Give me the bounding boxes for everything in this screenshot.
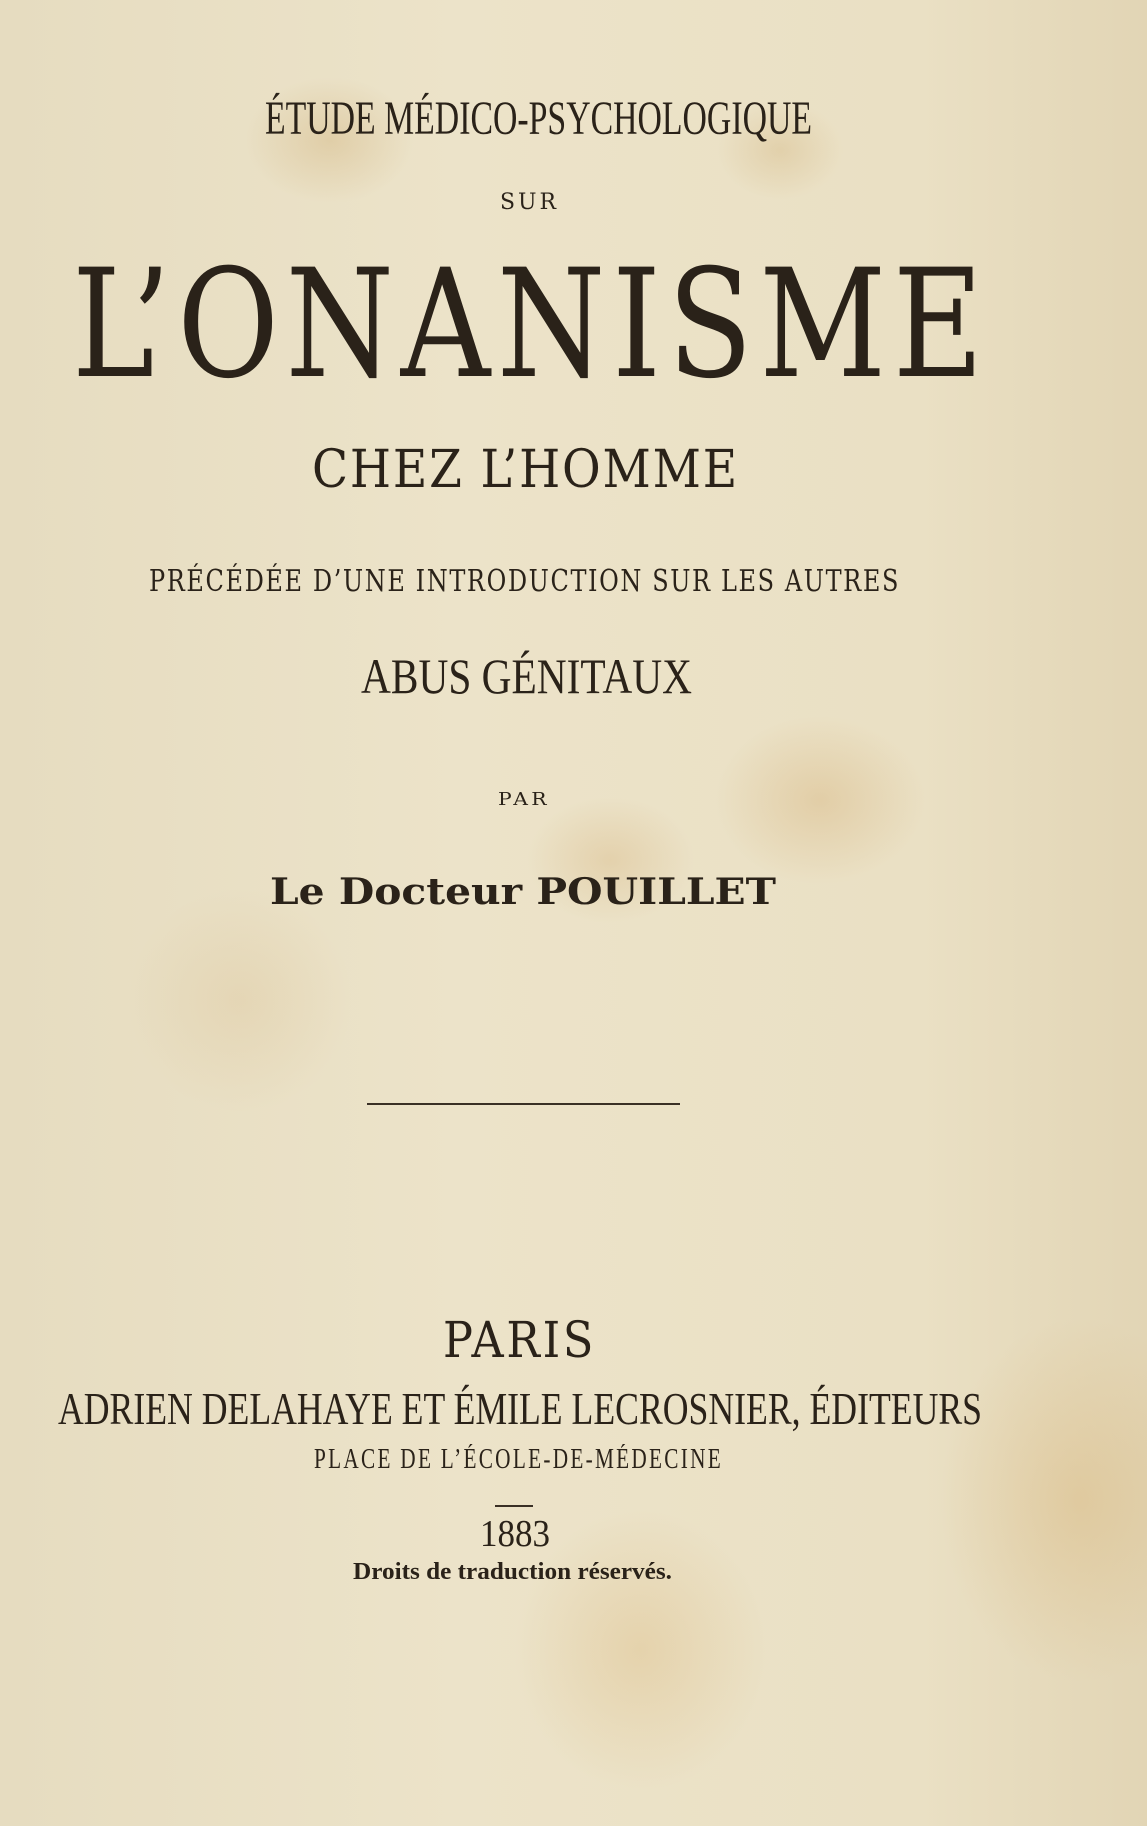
- main-title: L’ONANISME: [72, 238, 990, 412]
- rights-text: Droits de traduction réservés.: [353, 1559, 672, 1586]
- address-text: PLACE DE L’ÉCOLE-DE-MÉDECINE: [314, 1444, 723, 1476]
- subtitle-top: ÉTUDE MÉDICO-PSYCHOLOGIQUE: [265, 92, 812, 146]
- chez-homme-text: CHEZ L’HOMME: [312, 439, 739, 500]
- year-text: 1883: [480, 1513, 550, 1556]
- preceded-text: PRÉCÉDÉE D’UNE INTRODUCTION SUR LES AUTRES: [149, 564, 900, 599]
- author-name: Le Docteur POUILLET: [270, 870, 776, 913]
- abus-text: ABUS GÉNITAUX: [361, 648, 692, 704]
- publishers-text: ADRIEN DELAHAYE ET ÉMILE LECROSNIER, ÉDITEURS: [58, 1382, 982, 1434]
- divider-rule: [367, 1103, 680, 1105]
- sur-text: SUR: [500, 189, 559, 215]
- short-dash: [495, 1505, 533, 1507]
- par-text: PAR: [498, 789, 550, 811]
- city-text: PARIS: [443, 1311, 596, 1369]
